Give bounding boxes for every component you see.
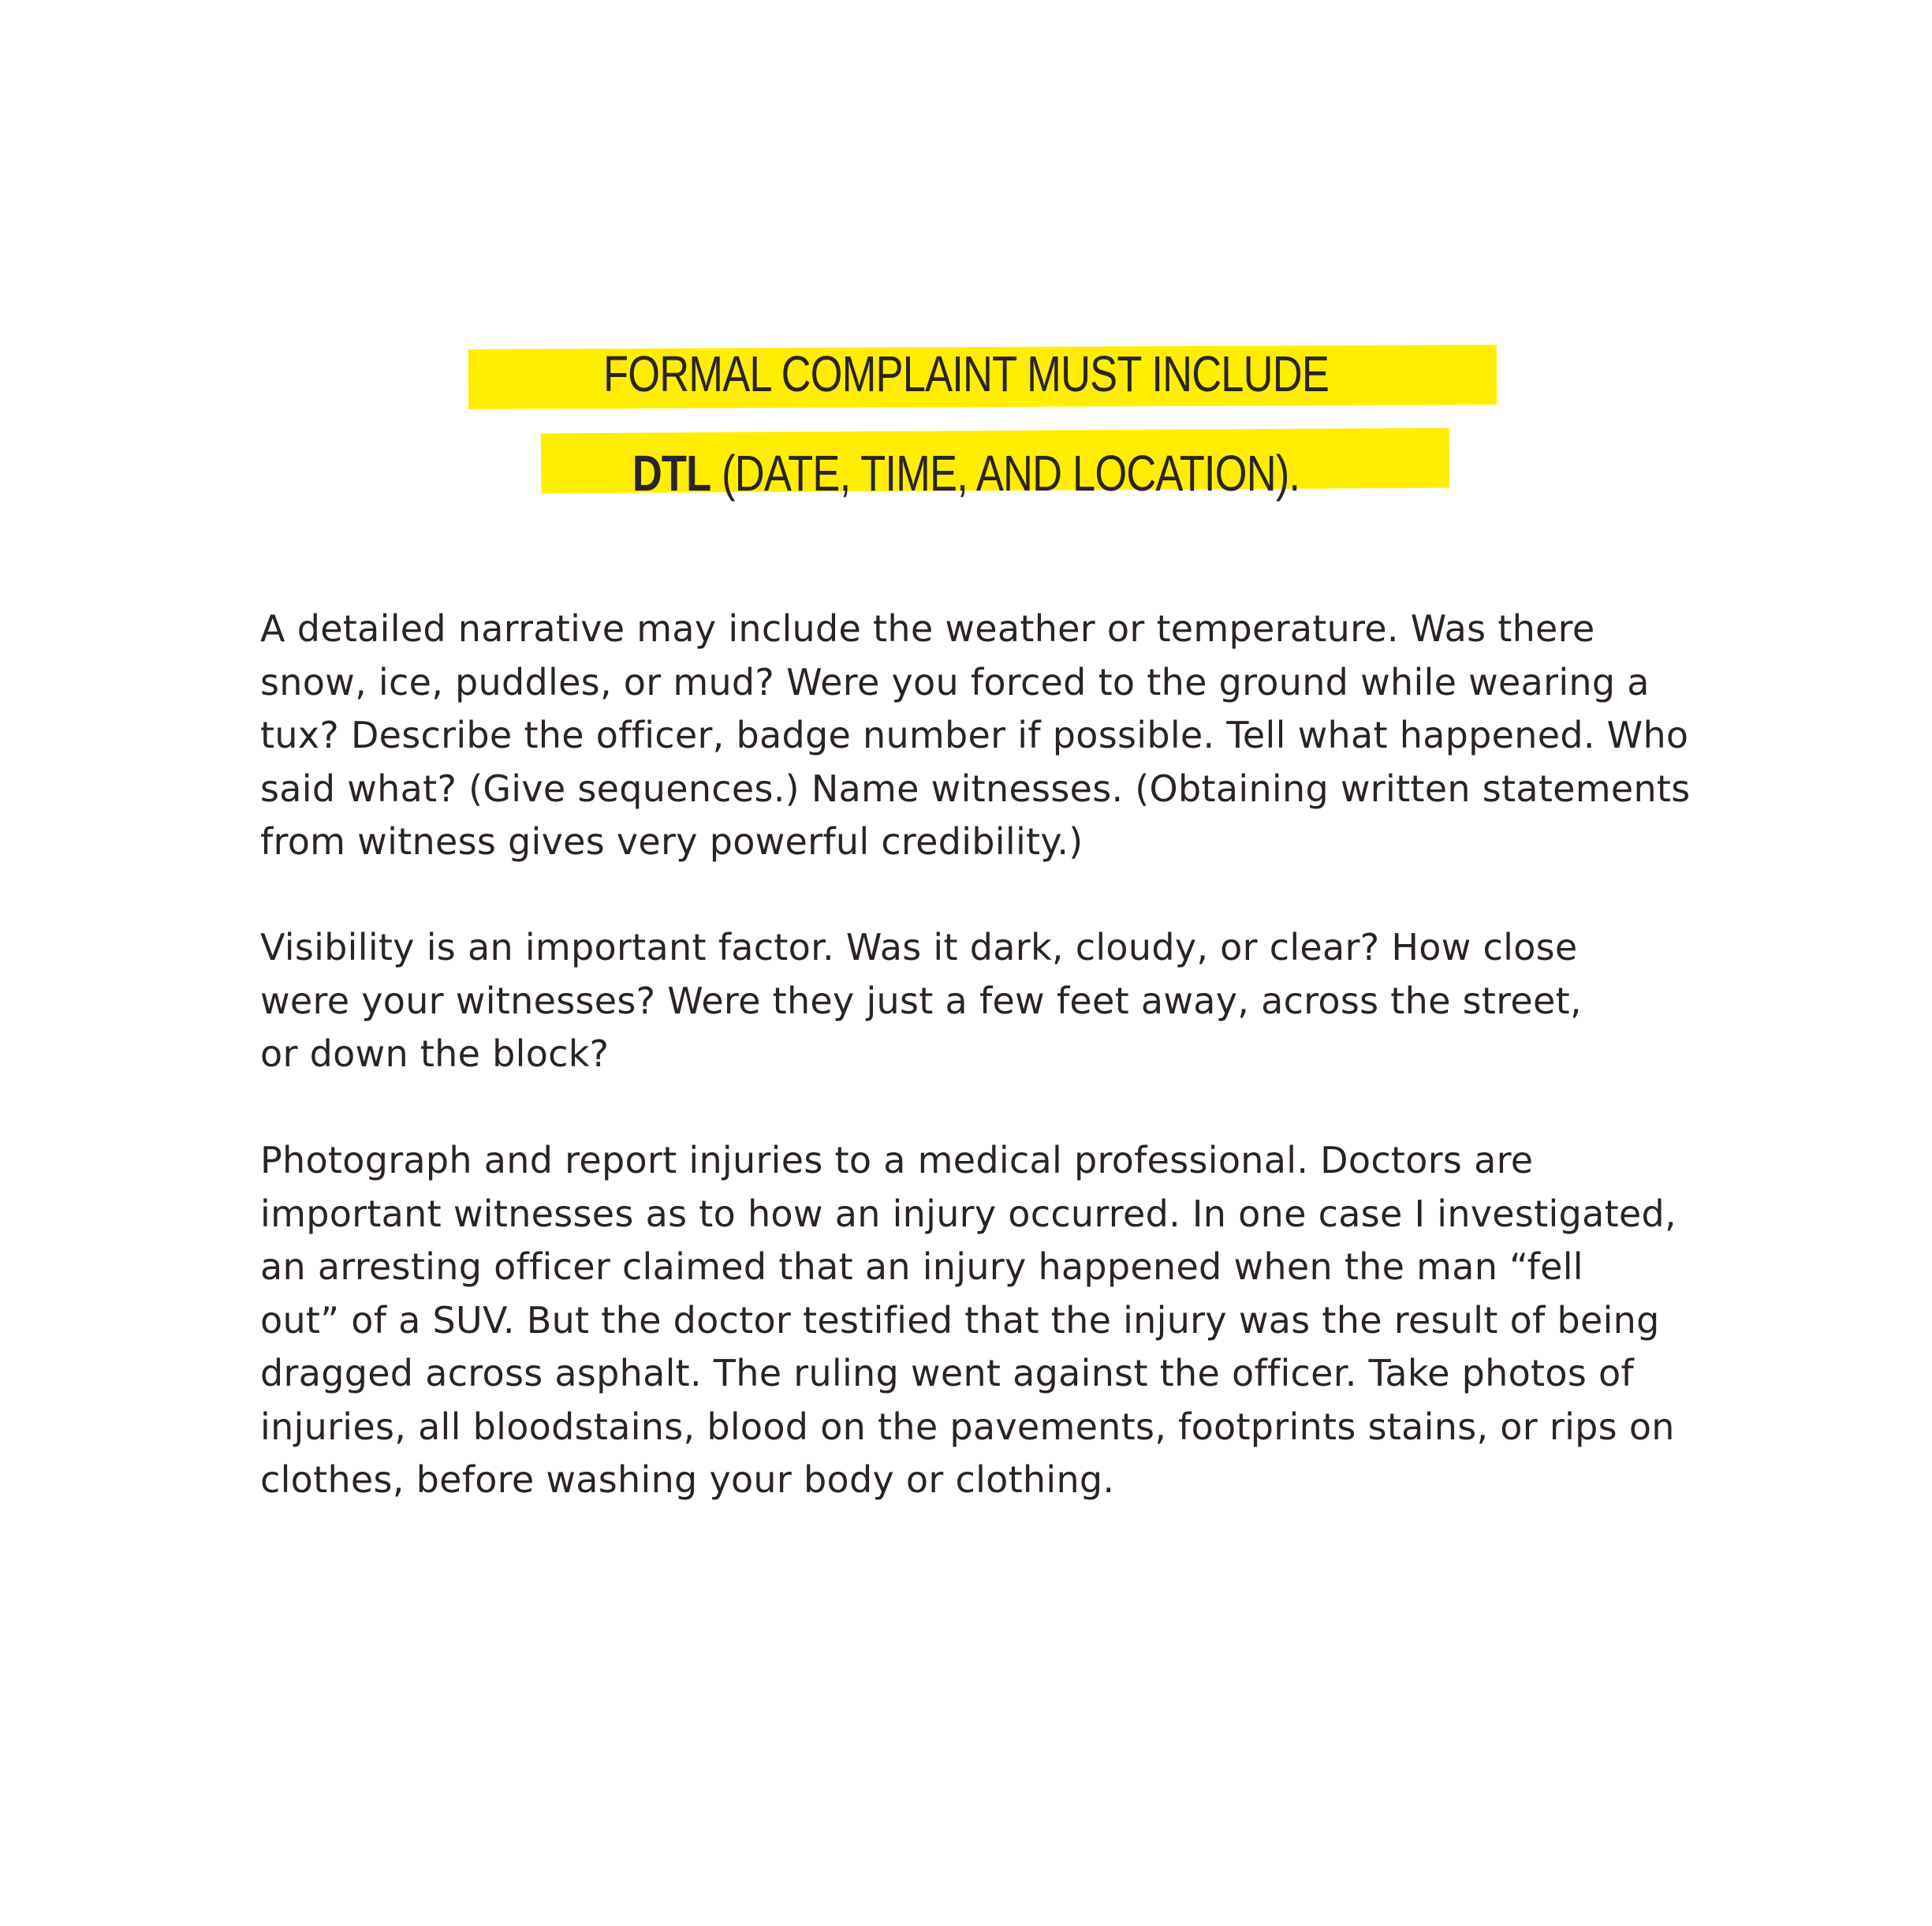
paragraph-line: from witness gives very powerful credibility.) [260, 820, 1083, 863]
paragraph-line: out” of a SUV. But the doctor testified that the injury was the result of being [260, 1298, 1660, 1342]
heading-line-1 [174, 342, 1759, 405]
heading-acronym: DTL [632, 445, 711, 502]
paragraph-line: dragged across asphalt. The ruling went against the officer. Take photos of [260, 1352, 1634, 1394]
paragraph-line: snow, ice, puddles, or mud? Were you forced to the ground while wearing a [260, 660, 1650, 704]
paragraph-line: important witnesses as to how an injury occurred. In one case I investigated, [260, 1192, 1677, 1235]
paragraph-line: or down the block? [260, 1032, 610, 1075]
paragraph-line: said what? (Give sequences.) Name witnesses. (Obtaining written statements [260, 767, 1691, 810]
paragraph-line: an arresting officer claimed that an injury happened when the man “fell [260, 1245, 1583, 1288]
paragraph-line: injuries, all bloodstains, blood on the pavements, footprints stains, or rips on [260, 1405, 1675, 1448]
heading-text-2: (DATE, TIME, AND LOCATION). [711, 445, 1300, 502]
paragraph-line: Visibility is an important factor. Was it dark, cloudy, or clear? How close [260, 926, 1578, 969]
paragraph-visibility [260, 921, 1695, 1081]
paragraph-line: were your witnesses? Were they just a few feet away, across the street, [260, 979, 1582, 1022]
paragraph-line: Photograph and report injuries to a medical professional. Doctors are [260, 1139, 1534, 1181]
heading-line-2 [174, 442, 1759, 505]
paragraph-line: clothes, before washing your body or clothing. [260, 1458, 1115, 1501]
paragraph-line: A detailed narrative may include the weather or temperature. Was there [260, 607, 1595, 650]
paragraph-line: tux? Describe the officer, badge number if possible. Tell what happened. Who [260, 714, 1689, 756]
paragraph-injuries [260, 1134, 1695, 1507]
paragraph-narrative [260, 603, 1695, 869]
heading-text-1: FORMAL COMPLAINT MUST INCLUDE [602, 345, 1330, 402]
